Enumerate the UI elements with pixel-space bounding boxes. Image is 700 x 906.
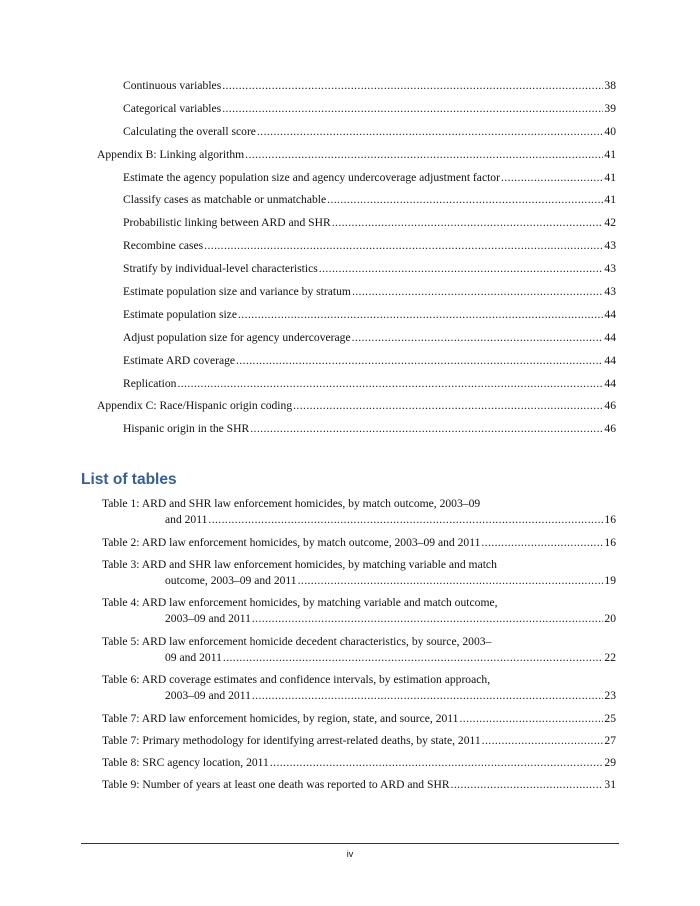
- dot-leader: [177, 378, 603, 390]
- toc-entry-label: Continuous variables: [123, 79, 222, 92]
- table-entry-title-continued: and 2011: [165, 513, 208, 527]
- toc-entry-label: Replication: [123, 376, 177, 390]
- dot-leader: [236, 355, 603, 367]
- table-entry-page: 22: [604, 650, 616, 664]
- dot-leader: [252, 688, 604, 704]
- dot-leader: [208, 512, 603, 528]
- dot-leader: [501, 172, 603, 184]
- toc-entry-label: Probabilistic linking between ARD and SHR: [123, 216, 331, 230]
- dot-leader: [270, 755, 604, 771]
- toc-entry[interactable]: [123, 80, 616, 103]
- table-entry-title: Table 4: ARD law enforcement homicides, by matching variable and match outcome,: [102, 596, 498, 609]
- table-of-contents: [0, 80, 700, 446]
- toc-entry[interactable]: [123, 332, 616, 355]
- dot-leader: [204, 240, 603, 252]
- toc-entry[interactable]: [123, 126, 616, 149]
- toc-entry-page: 43: [604, 262, 616, 276]
- table-entry-page: 31: [604, 777, 616, 791]
- dot-leader: [327, 194, 603, 206]
- table-entry[interactable]: [0, 711, 700, 733]
- toc-entry[interactable]: [123, 423, 616, 446]
- toc-entry-label: Adjust population size for agency undercoverage: [123, 330, 351, 344]
- toc-entry-page: 43: [604, 285, 616, 299]
- toc-entry[interactable]: [123, 194, 616, 217]
- toc-entry[interactable]: [123, 263, 616, 286]
- toc-entry-label: Appendix B: Linking algorithm: [97, 147, 245, 161]
- toc-entry-label: Estimate population size: [123, 307, 237, 321]
- table-entry-page: 27: [604, 733, 616, 747]
- dot-leader: [451, 777, 604, 793]
- toc-entry-page: 40: [604, 124, 616, 138]
- toc-entry-label: Calculating the overall score: [123, 124, 256, 138]
- toc-entry-appendix[interactable]: [97, 400, 616, 423]
- toc-entry-page: 41: [604, 147, 616, 161]
- toc-entry-page: 42: [604, 216, 616, 230]
- table-entry-title: Table 7: ARD law enforcement homicides, by region, state, and source, 2011: [102, 711, 459, 725]
- toc-entry-page: 38: [604, 79, 616, 92]
- toc-entry-label: Estimate the agency population size and agency undercoverage adjustment factor: [123, 170, 500, 184]
- table-entry[interactable]: [0, 755, 700, 777]
- toc-entry-page: 41: [604, 170, 616, 184]
- toc-entry[interactable]: [123, 240, 616, 263]
- table-entry-title-continued: outcome, 2003–09 and 2011: [165, 573, 297, 587]
- table-entry-page: 19: [604, 573, 616, 587]
- table-entry-page: 16: [604, 513, 616, 527]
- toc-entry[interactable]: [123, 103, 616, 126]
- table-entry-title-continued: 2003–09 and 2011: [165, 612, 251, 626]
- list-of-tables: [0, 496, 700, 799]
- table-entry-title: Table 9: Number of years at least one death was reported to ARD and SHR: [102, 777, 450, 791]
- table-entry[interactable]: [0, 672, 700, 711]
- table-entry-title: Table 1: ARD and SHR law enforcement homicides, by match outcome, 2003–09: [102, 497, 481, 510]
- table-entry[interactable]: [0, 535, 700, 557]
- dot-leader: [481, 535, 603, 551]
- table-entry-page: 29: [604, 755, 616, 769]
- toc-entry-page: 41: [604, 193, 616, 207]
- dot-leader: [238, 309, 603, 321]
- toc-entry-label: Classify cases as matchable or unmatchable: [123, 193, 327, 207]
- table-entry[interactable]: [0, 496, 700, 535]
- toc-entry-label: Stratify by individual-level characteristics: [123, 262, 318, 276]
- list-of-tables-heading: List of tables: [81, 471, 177, 488]
- table-entry-title-continued: 2003–09 and 2011: [165, 689, 251, 703]
- toc-entry-label: Estimate ARD coverage: [123, 353, 236, 367]
- dot-leader: [352, 332, 604, 344]
- footer-divider: [81, 843, 619, 844]
- dot-leader: [252, 611, 604, 627]
- dot-leader: [482, 733, 604, 749]
- table-entry[interactable]: [0, 634, 700, 673]
- table-entry-title: Table 2: ARD law enforcement homicides, by match outcome, 2003–09 and 2011: [102, 535, 481, 549]
- toc-entry-label: Appendix C: Race/Hispanic origin coding: [97, 399, 293, 413]
- toc-entry-label: Recombine cases: [123, 239, 204, 253]
- dot-leader: [250, 423, 603, 435]
- dot-leader: [319, 263, 604, 275]
- dot-leader: [222, 80, 603, 92]
- dot-leader: [257, 126, 603, 138]
- table-entry-title: Table 7: Primary methodology for identifying arrest-related deaths, by state, 2011: [102, 733, 481, 747]
- dot-leader: [459, 711, 603, 727]
- table-entry-title: Table 3: ARD and SHR law enforcement homicides, by matching variable and match: [102, 557, 497, 571]
- table-entry-page: 23: [604, 689, 616, 703]
- toc-entry[interactable]: [123, 378, 616, 401]
- table-entry[interactable]: [0, 595, 700, 634]
- dot-leader: [222, 103, 603, 115]
- table-entry[interactable]: [0, 733, 700, 755]
- toc-entry[interactable]: [123, 286, 616, 309]
- table-entry-title: Table 8: SRC agency location, 2011: [102, 755, 269, 769]
- toc-entry-page: 46: [604, 399, 616, 413]
- toc-entry-appendix[interactable]: [97, 149, 616, 172]
- toc-entry[interactable]: [123, 217, 616, 240]
- dot-leader: [298, 573, 604, 589]
- table-entry-title: Table 6: ARD coverage estimates and confidence intervals, by estimation approach,: [102, 673, 491, 686]
- toc-entry-page: 44: [604, 307, 616, 321]
- dot-leader: [352, 286, 603, 298]
- dot-leader: [245, 149, 603, 161]
- dot-leader: [223, 650, 604, 666]
- toc-entry[interactable]: [123, 309, 616, 332]
- toc-entry-label: Categorical variables: [123, 101, 222, 115]
- dot-leader: [332, 217, 604, 229]
- toc-entry-label: Hispanic origin in the SHR: [123, 422, 250, 436]
- table-entry-page: 25: [604, 711, 616, 725]
- toc-entry-page: 46: [604, 422, 616, 436]
- toc-entry-label: Estimate population size and variance by stratum: [123, 285, 351, 299]
- toc-entry-page: 39: [604, 101, 616, 115]
- toc-entry[interactable]: [123, 355, 616, 378]
- table-entry-title-continued: 09 and 2011: [165, 650, 222, 664]
- table-entry-page: 20: [604, 612, 616, 626]
- table-entry[interactable]: [0, 557, 700, 596]
- page-number: iv: [346, 849, 354, 859]
- table-entry[interactable]: [0, 777, 700, 799]
- table-entry-page: 16: [604, 535, 616, 549]
- toc-entry[interactable]: [123, 172, 616, 195]
- toc-entry-page: 44: [604, 376, 616, 390]
- toc-entry-page: 43: [604, 239, 616, 253]
- toc-entry-page: 44: [604, 353, 616, 367]
- toc-entry-page: 44: [604, 330, 616, 344]
- dot-leader: [293, 400, 603, 412]
- table-entry-title: Table 5: ARD law enforcement homicide decedent characteristics, by source, 2003–: [102, 634, 492, 648]
